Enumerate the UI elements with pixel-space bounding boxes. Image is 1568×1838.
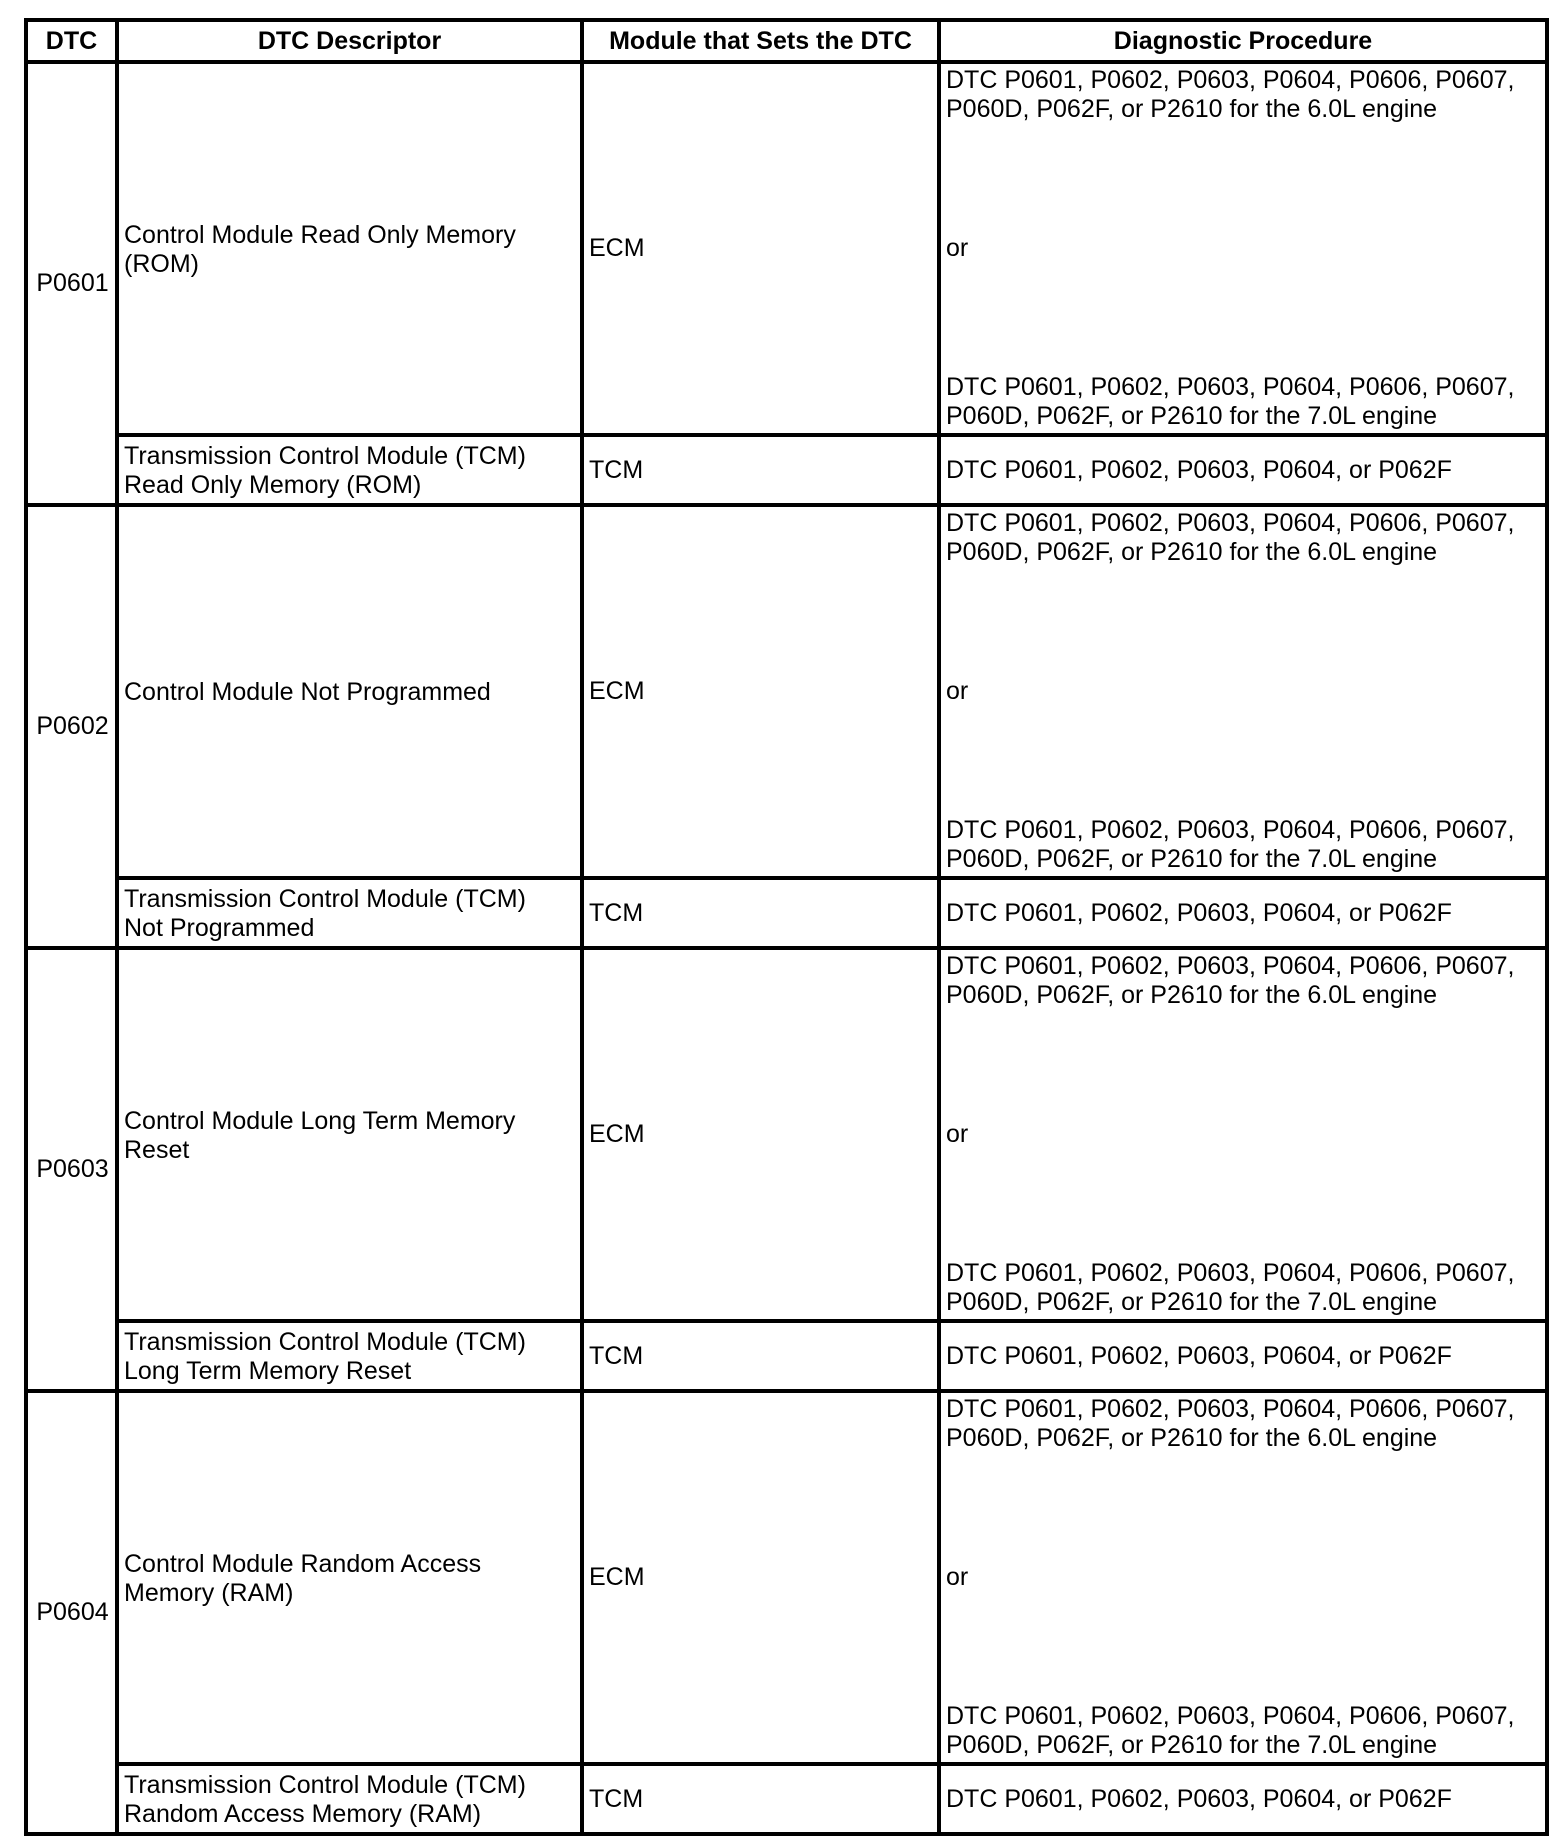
procedure-link-6l[interactable]: DTC P0601, P0602, P0603, P0604, P0606, P0607,: [946, 509, 1515, 537]
descriptor-line: Read Only Memory (ROM): [124, 471, 422, 499]
procedure-link-6l[interactable]: DTC P0601, P0602, P0603, P0604, P0606, P0607,: [946, 1395, 1515, 1423]
procedure-link-7l[interactable]: DTC P0601, P0602, P0603, P0604, P0606, P0607,: [946, 816, 1515, 844]
table-row: [26, 948, 1547, 1321]
header-row: [26, 20, 1547, 62]
table-row: [26, 878, 1547, 948]
module-cell: TCM: [582, 878, 939, 948]
table-row: [26, 1391, 1547, 1764]
descriptor-cell: [117, 1391, 582, 1764]
module-cell: ECM: [582, 62, 939, 435]
descriptor-line: (ROM): [124, 249, 199, 278]
module-cell: TCM: [582, 1321, 939, 1391]
table-row: [26, 1764, 1547, 1834]
descriptor-line: Transmission Control Module (TCM): [124, 1771, 526, 1799]
descriptor-line: Transmission Control Module (TCM): [124, 1328, 526, 1356]
descriptor-line: Transmission Control Module (TCM): [124, 885, 526, 913]
module-cell: ECM: [582, 948, 939, 1321]
procedure-link-7l[interactable]: P060D, P062F, or P2610 for the 7.0L engine: [946, 1731, 1438, 1759]
table-row: [26, 62, 1547, 435]
descriptor-line: Reset: [124, 1135, 190, 1164]
descriptor-cell: [117, 505, 582, 878]
table-row: [26, 505, 1547, 878]
procedure-cell: [939, 62, 1547, 435]
module-cell: TCM: [582, 1764, 939, 1834]
procedure-link-tcm[interactable]: DTC P0601, P0602, P0603, P0604, or P062F: [939, 1321, 1547, 1391]
procedure-or: or: [946, 677, 969, 705]
descriptor-cell: [117, 878, 582, 948]
module-cell: TCM: [582, 435, 939, 505]
procedure-link-6l[interactable]: P060D, P062F, or P2610 for the 6.0L engine: [946, 1424, 1438, 1452]
descriptor-cell: [117, 435, 582, 505]
procedure-link-6l[interactable]: P060D, P062F, or P2610 for the 6.0L engine: [946, 538, 1438, 566]
dtc-code-cell: P0602: [26, 505, 117, 948]
descriptor-line: Memory (RAM): [124, 1578, 294, 1607]
procedure-link-7l[interactable]: DTC P0601, P0602, P0603, P0604, P0606, P0607,: [946, 373, 1515, 401]
procedure-cell: [939, 948, 1547, 1321]
procedure-or: or: [946, 1563, 969, 1591]
module-cell: ECM: [582, 505, 939, 878]
dtc-table: [24, 18, 1549, 1836]
header-module: Module that Sets the DTC: [582, 20, 939, 62]
procedure-link-tcm[interactable]: DTC P0601, P0602, P0603, P0604, or P062F: [939, 1764, 1547, 1834]
procedure-link-7l[interactable]: P060D, P062F, or P2610 for the 7.0L engine: [946, 1288, 1438, 1316]
procedure-or: or: [946, 1120, 969, 1148]
descriptor-line: Long Term Memory Reset: [124, 1357, 412, 1385]
table-row: [26, 435, 1547, 505]
procedure-link-6l[interactable]: P060D, P062F, or P2610 for the 6.0L engine: [946, 95, 1438, 123]
descriptor-line: Control Module Read Only Memory: [124, 220, 516, 249]
procedure-link-7l[interactable]: DTC P0601, P0602, P0603, P0604, P0606, P0607,: [946, 1702, 1515, 1730]
dtc-code-cell: P0601: [26, 62, 117, 505]
dtc-code-cell: P0603: [26, 948, 117, 1391]
header-procedure: Diagnostic Procedure: [939, 20, 1547, 62]
procedure-or: or: [946, 234, 969, 262]
descriptor-cell: [117, 948, 582, 1321]
procedure-link-6l[interactable]: DTC P0601, P0602, P0603, P0604, P0606, P0607,: [946, 66, 1515, 94]
procedure-link-7l[interactable]: P060D, P062F, or P2610 for the 7.0L engine: [946, 845, 1438, 873]
descriptor-line: Not Programmed: [124, 914, 315, 942]
descriptor-cell: [117, 1764, 582, 1834]
descriptor-line: Transmission Control Module (TCM): [124, 442, 526, 470]
table-row: [26, 1321, 1547, 1391]
procedure-link-7l[interactable]: P060D, P062F, or P2610 for the 7.0L engine: [946, 402, 1438, 430]
procedure-cell: [939, 1391, 1547, 1764]
descriptor-line: Control Module Not Programmed: [124, 678, 491, 706]
procedure-link-7l[interactable]: DTC P0601, P0602, P0603, P0604, P0606, P0607,: [946, 1259, 1515, 1287]
descriptor-line: Control Module Random Access: [124, 1549, 482, 1578]
module-cell: ECM: [582, 1391, 939, 1764]
procedure-link-6l[interactable]: DTC P0601, P0602, P0603, P0604, P0606, P0607,: [946, 952, 1515, 980]
descriptor-line: Control Module Long Term Memory: [124, 1106, 516, 1135]
header-descriptor: DTC Descriptor: [117, 20, 582, 62]
procedure-link-tcm[interactable]: DTC P0601, P0602, P0603, P0604, or P062F: [939, 435, 1547, 505]
descriptor-cell: [117, 1321, 582, 1391]
dtc-code-cell: P0604: [26, 1391, 117, 1834]
procedure-link-tcm[interactable]: DTC P0601, P0602, P0603, P0604, or P062F: [939, 878, 1547, 948]
header-dtc: DTC: [26, 20, 117, 62]
descriptor-cell: [117, 62, 582, 435]
procedure-link-6l[interactable]: P060D, P062F, or P2610 for the 6.0L engine: [946, 981, 1438, 1009]
descriptor-line: Random Access Memory (RAM): [124, 1800, 482, 1828]
procedure-cell: [939, 505, 1547, 878]
